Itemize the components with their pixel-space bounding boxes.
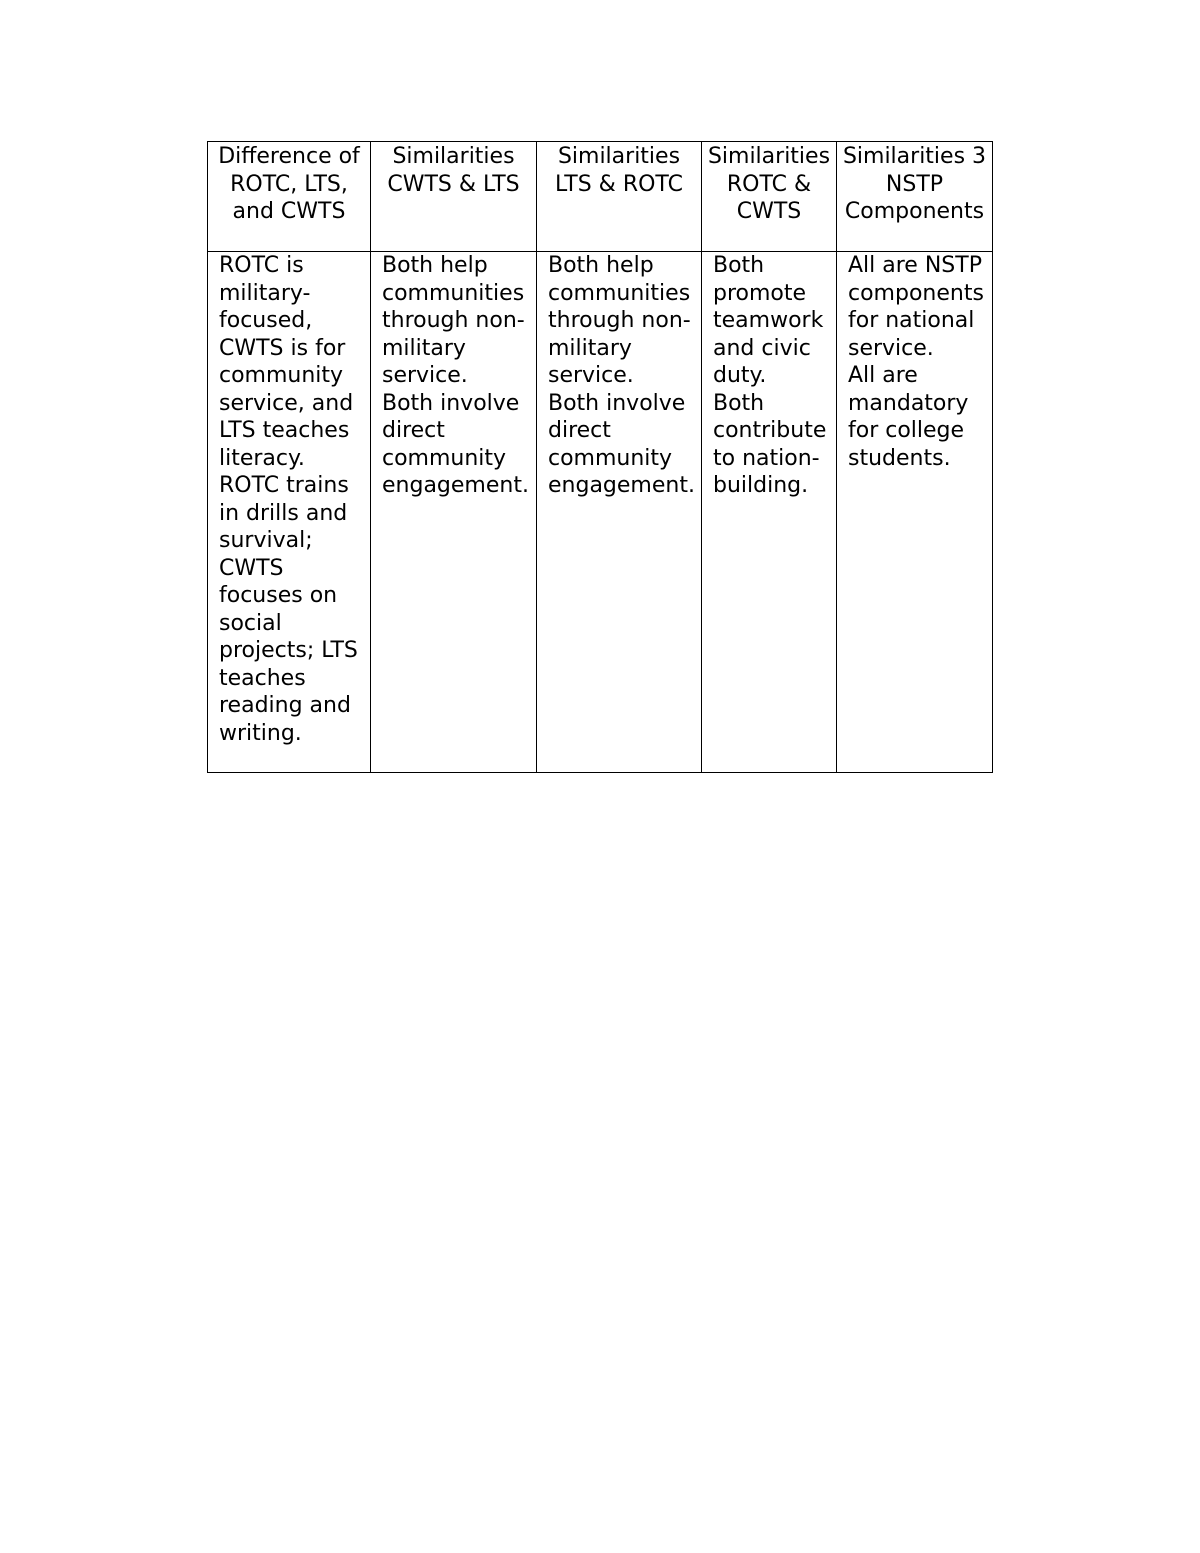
cell-text: All are mandatory for college students.: [848, 363, 976, 471]
cell-text: Both contribute to nation-building.: [713, 390, 834, 498]
cell-text: Both promote teamwork and civic duty.: [713, 253, 831, 388]
header-similarities-nstp: Similarities 3 NSTP Components: [837, 142, 993, 252]
cell-similarities-nstp: [837, 252, 993, 773]
cell-similarities-cwts-lts: [371, 252, 537, 773]
table-row: [208, 252, 993, 773]
header-similarities-lts-rotc: Similarities LTS & ROTC: [537, 142, 702, 252]
cell-text: All are NSTP components for national service.: [848, 253, 991, 361]
cell-text: ROTC is military-focused, CWTS is for community service, and LTS teaches literacy.: [219, 253, 361, 471]
comparison-table: [207, 141, 993, 773]
table-header-row: [208, 142, 993, 252]
header-difference: Difference of ROTC, LTS, and CWTS: [208, 142, 371, 252]
header-similarities-rotc-cwts: Similarities ROTC & CWTS: [702, 142, 837, 252]
cell-text: Both involve direct community engagement.: [382, 390, 529, 498]
cell-difference: [208, 252, 371, 773]
cell-text: Both help communities through non-military service.: [382, 253, 532, 388]
cell-similarities-rotc-cwts: [702, 252, 837, 773]
header-similarities-cwts-lts: Similarities CWTS & LTS: [371, 142, 537, 252]
cell-similarities-lts-rotc: [537, 252, 702, 773]
cell-text: Both involve direct community engagement.: [548, 390, 695, 498]
cell-text: Both help communities through non-military service.: [548, 253, 698, 388]
cell-text: ROTC trains in drills and survival; CWTS focuses on social projects; LTS teaches reading and writing.: [219, 473, 365, 746]
